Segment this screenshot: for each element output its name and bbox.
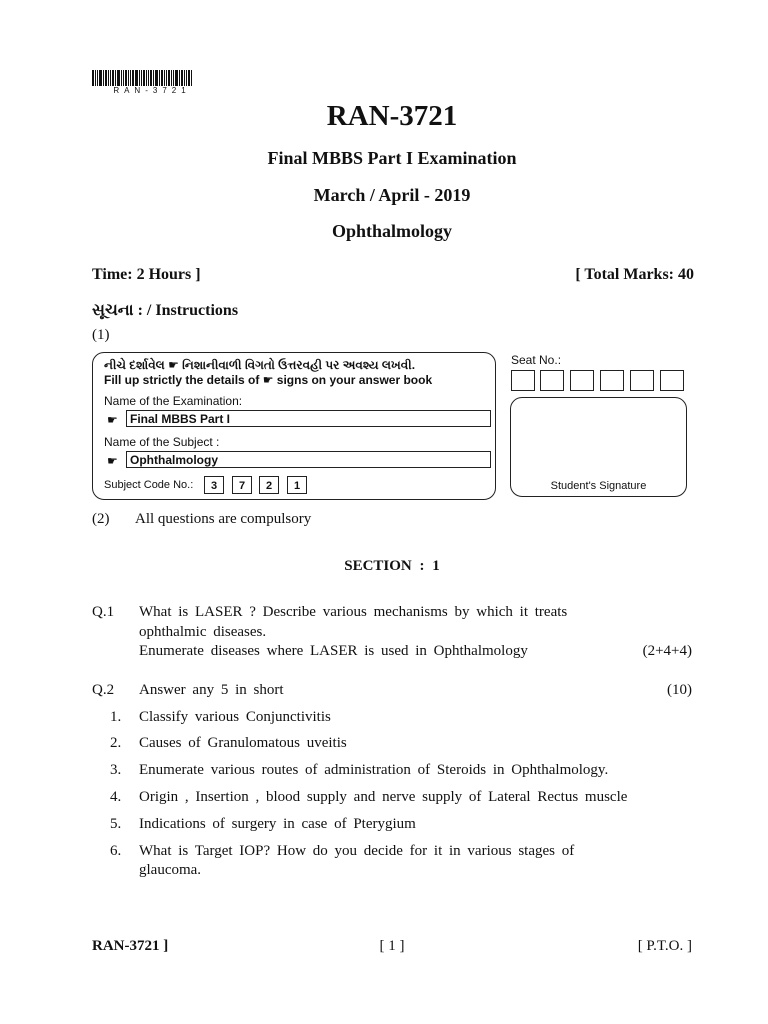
- seat-number-cell: [511, 370, 535, 391]
- barcode-bar: [166, 70, 167, 86]
- section-title: SECTION : 1: [344, 558, 440, 574]
- seat-number-label: Seat No.:: [511, 353, 562, 367]
- seat-number-cell: [540, 370, 564, 391]
- sub-question-text: Classify various Conjunctivitis: [139, 709, 331, 725]
- instruction-2-number: (2): [92, 511, 110, 527]
- barcode-text: RAN-3721: [113, 86, 191, 95]
- barcode-bar: [125, 70, 127, 86]
- barcode-bar: [143, 70, 145, 86]
- sub-question-number: 2.: [110, 735, 122, 751]
- barcode-bar: [117, 70, 120, 86]
- instruction-2-text: All questions are compulsory: [135, 511, 312, 527]
- subject-code-digit: 7: [232, 476, 252, 494]
- seat-number-cell: [600, 370, 624, 391]
- barcode-bar: [141, 70, 142, 86]
- answer-book-details-box: [92, 352, 496, 500]
- seat-number-cell: [630, 370, 654, 391]
- subject-code-digit: 1: [287, 476, 307, 494]
- barcode-bar: [132, 70, 134, 86]
- subject-name-field: Ophthalmology: [126, 451, 491, 468]
- exam-session: March / April - 2019: [313, 185, 471, 205]
- sub-question-number: 5.: [110, 816, 122, 832]
- total-marks: [ Total Marks: 40: [575, 266, 694, 283]
- footer-paper-code: RAN-3721 ]: [92, 938, 169, 954]
- pointer-icon: ☛: [107, 454, 118, 468]
- barcode-bar: [150, 70, 152, 86]
- sub-question-number: 1.: [110, 709, 122, 725]
- barcode-bar: [123, 70, 124, 86]
- exam-subject: Ophthalmology: [331, 221, 453, 241]
- question-1-marks: (2+4+4): [642, 643, 692, 659]
- barcode-bar: [139, 70, 140, 86]
- barcode-bar: [128, 70, 129, 86]
- barcode-bar: [105, 70, 107, 86]
- barcode-bar: [171, 70, 172, 86]
- barcode-bar: [155, 70, 158, 86]
- gujarati-instruction: નીચે દર્શાવેલ ☛ નિશાનીવાળી વિગતો ઉત્તરવહી પર અવશ્ય લખવી.: [104, 358, 416, 372]
- barcode: [92, 70, 212, 86]
- barcode-bar: [115, 70, 116, 86]
- seat-number-cell: [660, 370, 684, 391]
- question-2-text: Answer any 5 in short: [139, 682, 284, 698]
- sub-question-text-continued: glaucoma.: [139, 862, 202, 878]
- question-1-number: Q.1: [92, 604, 115, 620]
- barcode-bar: [130, 70, 131, 86]
- barcode-bar: [121, 70, 122, 86]
- subject-code-digit: 3: [204, 476, 224, 494]
- barcode-bar: [110, 70, 111, 86]
- question-1-line-1: What is LASER ? Describe various mechanisms by which it treats: [139, 604, 568, 620]
- question-2-number: Q.2: [92, 682, 115, 698]
- barcode-bar: [146, 70, 147, 86]
- footer-page-number: [ 1 ]: [379, 938, 405, 954]
- barcode-bar: [159, 70, 160, 86]
- barcode-bar: [175, 70, 178, 86]
- barcode-bar: [92, 70, 94, 86]
- barcode-bar: [191, 70, 192, 86]
- sub-question-number: 3.: [110, 762, 122, 778]
- instruction-1-number: (1): [92, 327, 110, 343]
- sub-question-text: Enumerate various routes of administration of Steroids in Ophthalmology.: [139, 762, 609, 778]
- sub-question-number: 6.: [110, 843, 122, 859]
- paper-code-title: RAN-3721: [326, 100, 458, 132]
- subject-name-label: Name of the Subject :: [104, 435, 220, 449]
- student-signature-label: Student's Signature: [550, 480, 647, 492]
- barcode-bar: [99, 70, 102, 86]
- question-1-line-2: ophthalmic diseases.: [139, 624, 267, 640]
- barcode-bar: [95, 70, 96, 86]
- barcode-bar: [103, 70, 104, 86]
- barcode-bar: [168, 70, 170, 86]
- barcode-bar: [164, 70, 165, 86]
- barcode-bar: [181, 70, 183, 86]
- sub-question-text: Causes of Granulomatous uveitis: [139, 735, 347, 751]
- barcode-bar: [135, 70, 138, 86]
- barcode-bar: [161, 70, 163, 86]
- footer-pto: [ P.T.O. ]: [637, 938, 692, 954]
- barcode-bar: [186, 70, 187, 86]
- barcode-bar: [112, 70, 114, 86]
- seat-number-cell: [570, 370, 594, 391]
- instructions-title: સૂચના : / Instructions: [92, 302, 239, 319]
- pointer-icon: ☛: [107, 413, 118, 427]
- exam-name-label: Name of the Examination:: [104, 394, 243, 408]
- sub-question-number: 4.: [110, 789, 122, 805]
- question-2-marks: (10): [667, 682, 692, 698]
- exam-name: Final MBBS Part I Examination: [267, 148, 517, 168]
- sub-question-text: Indications of surgery in case of Pterygium: [139, 816, 416, 832]
- barcode-bar: [97, 70, 98, 86]
- exam-name-field: Final MBBS Part I: [126, 410, 491, 427]
- barcode-bar: [184, 70, 185, 86]
- subject-code-digit: 2: [259, 476, 279, 494]
- time-allowed: Time: 2 Hours ]: [92, 266, 201, 283]
- sub-question-text: What is Target IOP? How do you decide for it in various stages of: [139, 843, 575, 859]
- subject-code-label: Subject Code No.:: [104, 479, 194, 491]
- barcode-bar: [173, 70, 174, 86]
- barcode-bar: [108, 70, 109, 86]
- sub-question-text: Origin , Insertion , blood supply and nerve supply of Lateral Rectus muscle: [139, 789, 628, 805]
- student-signature-box: [510, 397, 687, 497]
- barcode-bar: [148, 70, 149, 86]
- barcode-bar: [179, 70, 180, 86]
- english-instruction: Fill up strictly the details of ☛ signs on your answer book: [104, 373, 433, 387]
- barcode-bar: [153, 70, 154, 86]
- question-1-line-3: Enumerate diseases where LASER is used in Ophthalmology: [139, 643, 528, 659]
- barcode-bar: [188, 70, 190, 86]
